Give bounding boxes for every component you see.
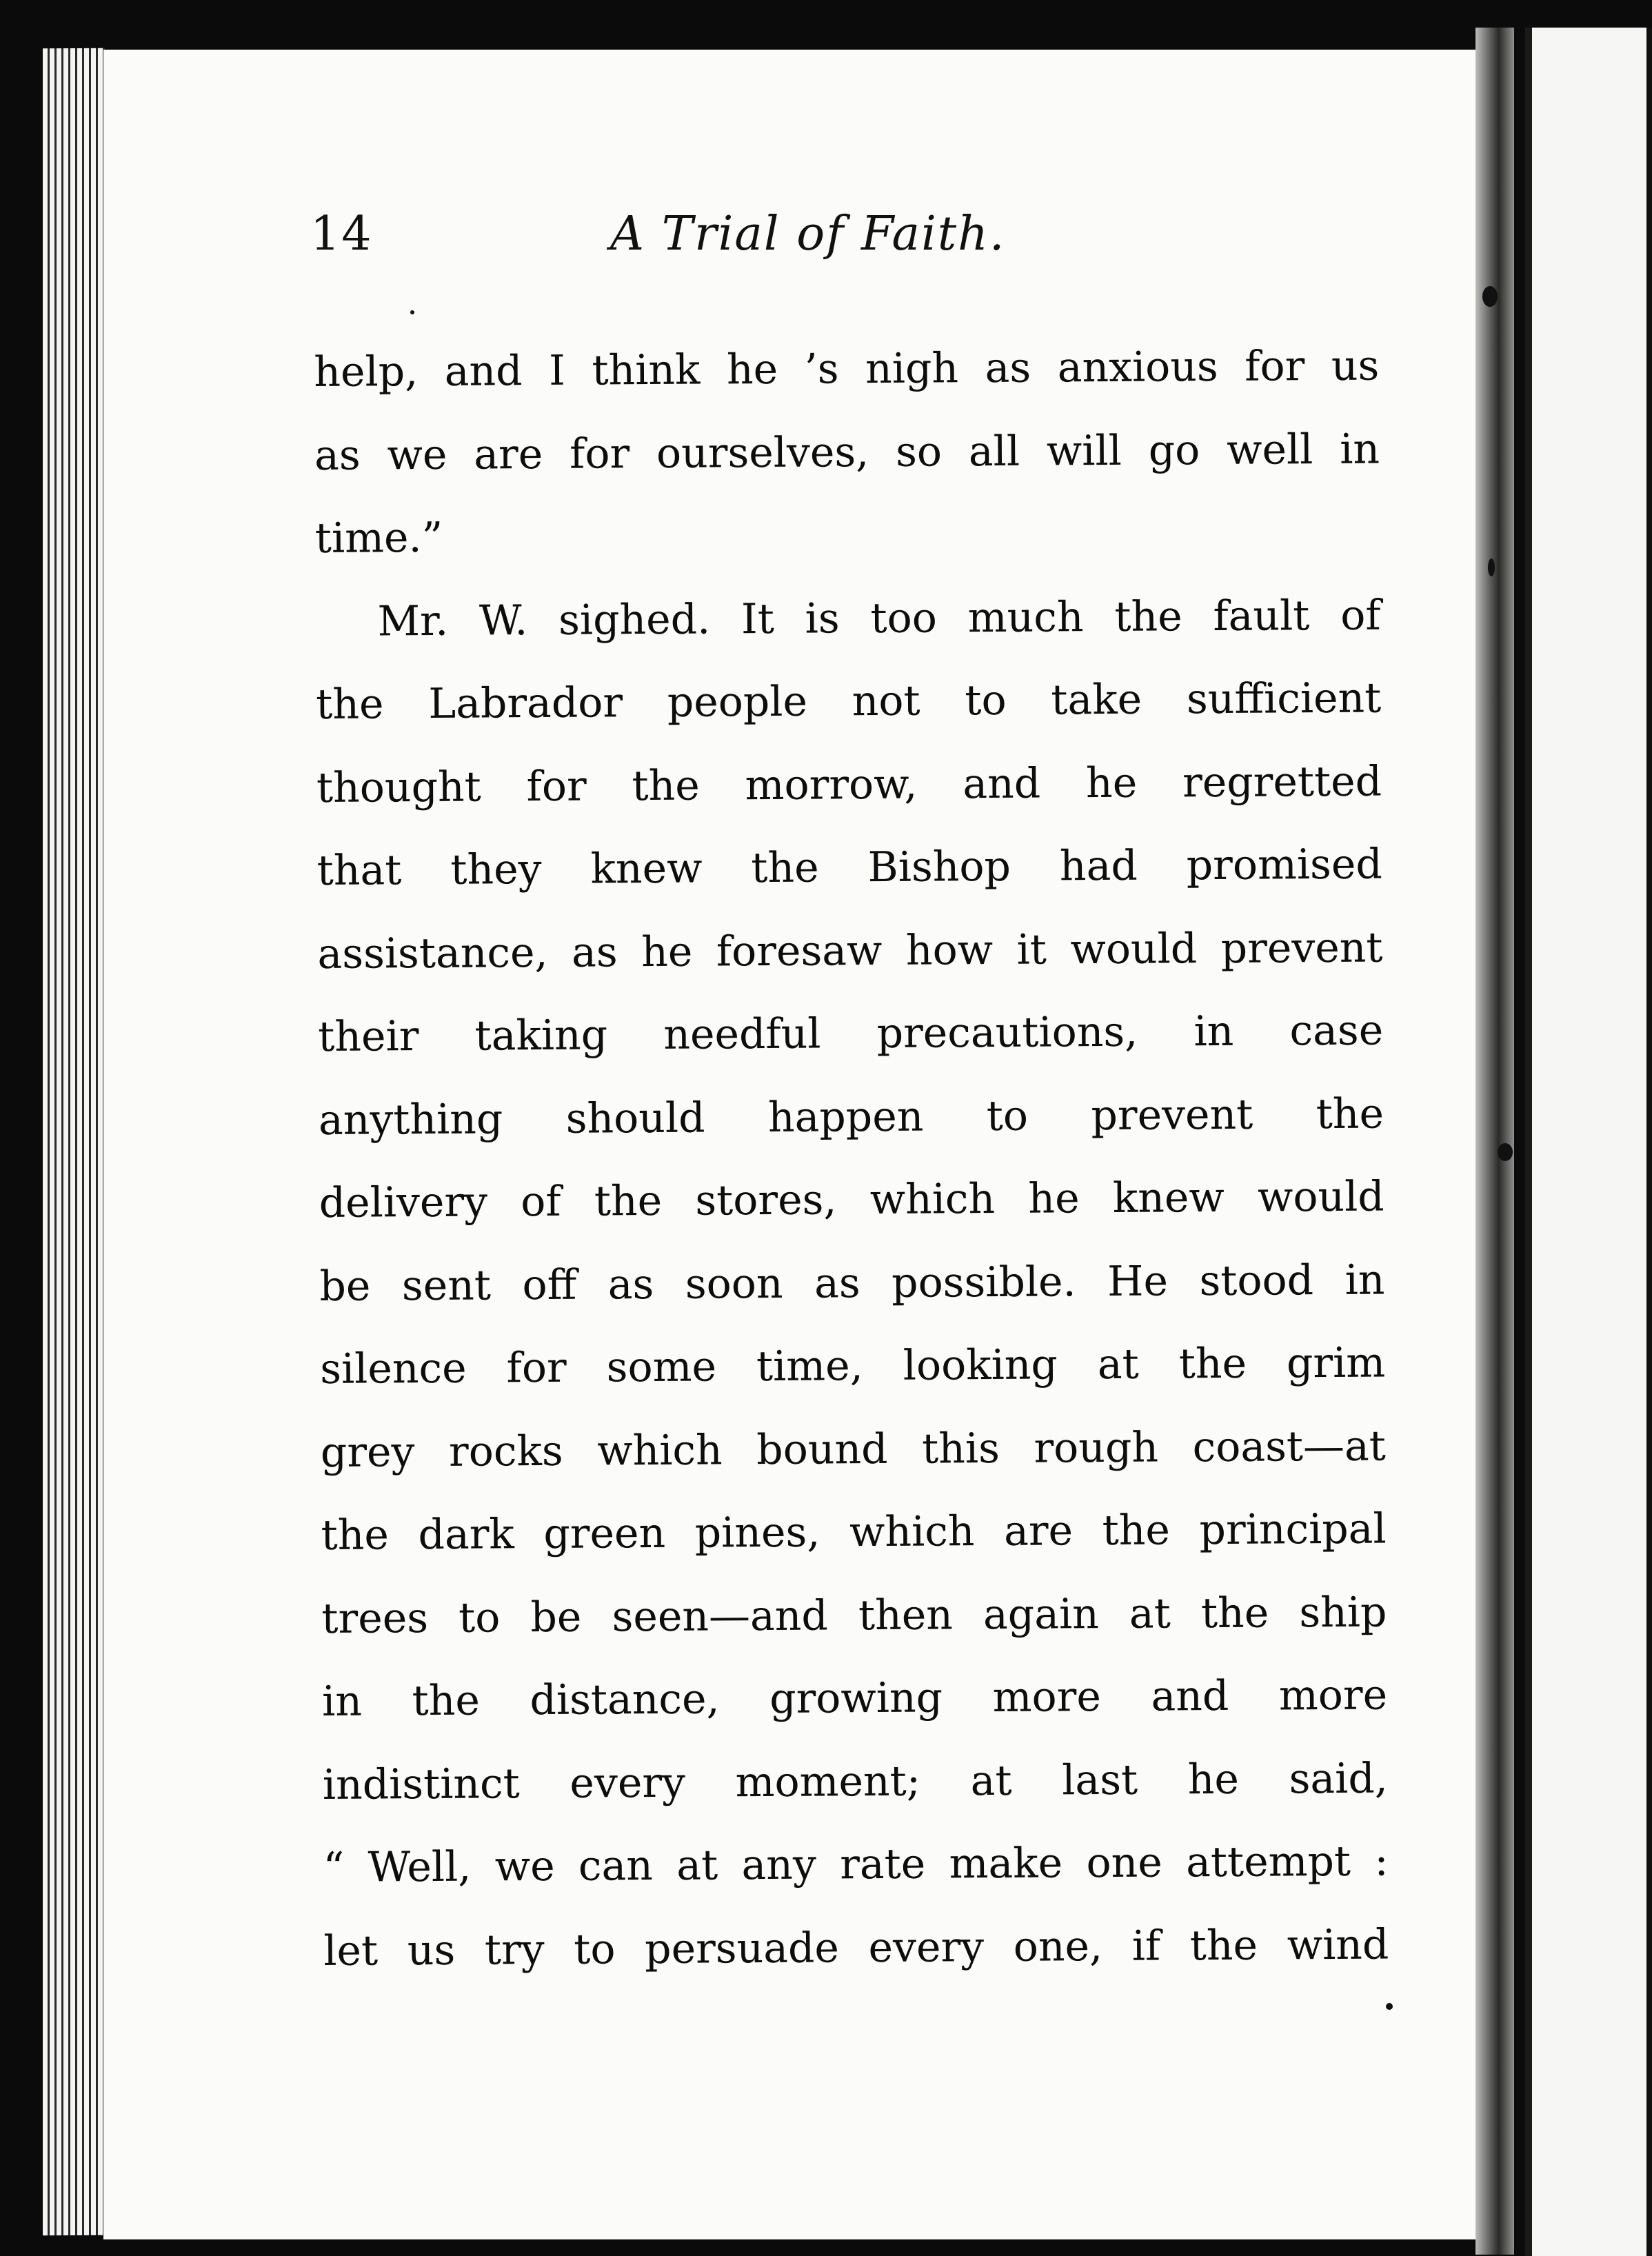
text-line: Mr. W. sighed. It is too much the fault of xyxy=(377,591,1381,645)
text-line: thought for the morrow, and he regretted xyxy=(316,757,1382,812)
text-line: be sent off as soon as possible. He stood in xyxy=(319,1256,1385,1311)
ink-speck xyxy=(1482,286,1498,307)
text-line: let us try to persuade every one, if the wind xyxy=(323,1920,1389,1975)
gutter-shadow xyxy=(1525,28,1532,2256)
text-line: “ Well, we can at any rate make one attempt : xyxy=(323,1837,1389,1892)
text-line: that they knew the Bishop had promised xyxy=(316,840,1382,895)
ink-speck xyxy=(410,310,414,314)
ink-speck xyxy=(1498,1143,1513,1161)
page-stack-edge xyxy=(43,48,105,2235)
text-line: their taking needful precautions, in case xyxy=(318,1006,1384,1061)
ink-speck xyxy=(1488,558,1495,576)
text-line: trees to be seen—and then again at the ship xyxy=(321,1588,1387,1643)
text-line: assistance, as he foresaw how it would prevent xyxy=(317,923,1383,978)
text-line: the Labrador people not to take sufficient xyxy=(316,674,1382,729)
body-text xyxy=(314,325,1389,1993)
text-line: help, and I think he ’s nigh as anxious for us xyxy=(314,341,1380,396)
text-line: time.” xyxy=(314,513,443,563)
text-line: anything should happen to prevent the xyxy=(318,1089,1384,1145)
text-line: the dark green pines, which are the principal xyxy=(321,1504,1387,1560)
text-line: as we are for ourselves, so all will go well in xyxy=(314,425,1380,480)
text-line: grey rocks which bound this rough coast—at xyxy=(320,1422,1387,1477)
page-header xyxy=(207,207,1379,276)
ink-speck xyxy=(1386,2003,1393,2010)
text-line: silence for some time, looking at the grim xyxy=(319,1338,1386,1393)
book-gutter xyxy=(1475,28,1514,2255)
text-line: in the distance, growing more and more xyxy=(321,1671,1388,1726)
running-title: A Trial of Faith. xyxy=(610,207,1006,261)
text-line: delivery of the stores, which he knew would xyxy=(319,1172,1384,1227)
text-line: indistinct every moment; at last he said, xyxy=(322,1754,1389,1809)
page-number: 14 xyxy=(310,207,373,261)
facing-page-edge xyxy=(1532,28,1652,2256)
